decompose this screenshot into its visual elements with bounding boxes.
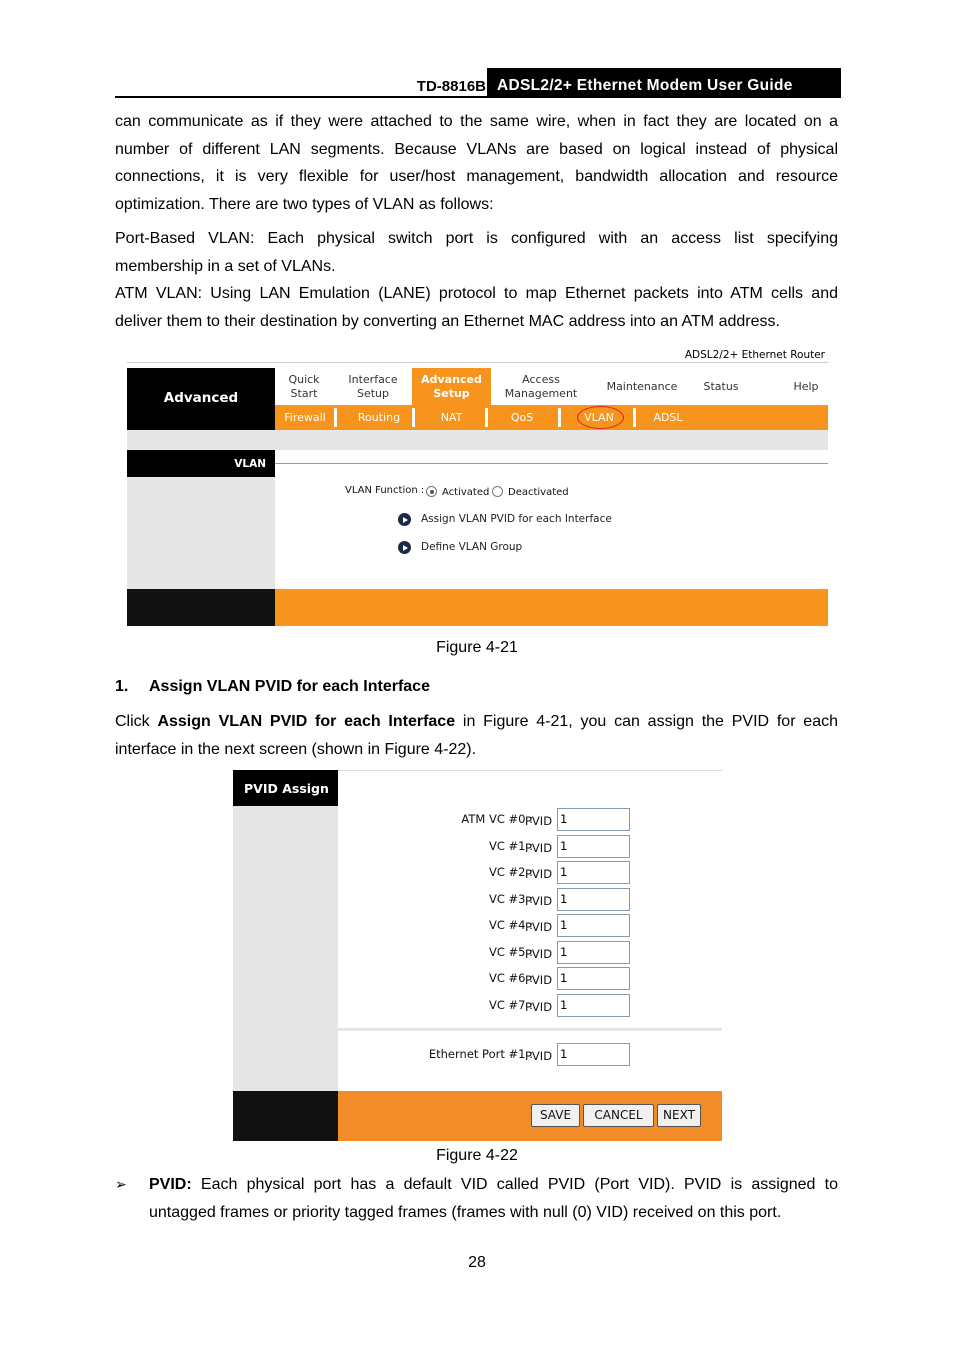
pvid-label: PVID	[525, 947, 553, 961]
page-header	[115, 68, 841, 98]
text-line: optimization. There are two types of VLAN as follows:	[115, 195, 494, 213]
pvid-row	[338, 967, 722, 991]
page-number: 28	[468, 1254, 486, 1271]
left-panel	[233, 806, 338, 1091]
panel-title: VLAN	[127, 450, 275, 477]
radio-deactivated[interactable]	[492, 486, 503, 497]
text-line: PVID: Each physical port has a default VID called PVID (Port VID). PVID is assigned to	[149, 1176, 838, 1193]
menu-maintenance[interactable]: Maintenance	[606, 379, 678, 393]
pvid-row-label: VC #6 :	[488, 971, 533, 985]
section-title: Assign VLAN PVID for each Interface	[149, 678, 430, 695]
footer-bar	[275, 589, 828, 626]
cancel-button[interactable]: CANCEL	[583, 1104, 654, 1127]
pvid-row	[338, 835, 722, 859]
pvid-definition-text	[149, 1171, 838, 1226]
pvid-label: PVID	[525, 867, 553, 881]
pvid-row-label: VC #5 :	[488, 945, 533, 959]
panel-title: PVID Assign	[233, 770, 338, 806]
define-vlan-group-link[interactable]: Define VLAN Group	[421, 541, 523, 553]
divider	[338, 1028, 722, 1031]
submenu-nat[interactable]: NAT	[440, 411, 463, 424]
pvid-row-label: VC #7 :	[488, 998, 533, 1012]
submenu-adsl[interactable]: ADSL	[653, 411, 683, 424]
pvid-label: PVID	[525, 920, 553, 934]
section-heading	[115, 678, 430, 696]
menu-help[interactable]: Help	[793, 379, 819, 393]
pvid-row-label: VC #2 :	[488, 865, 533, 879]
pvid-label: PVID	[525, 841, 553, 855]
text-line: Click Assign VLAN PVID for each Interface in Figure 4-21, you can assign the PVID for each	[115, 713, 839, 730]
footer-left	[233, 1091, 338, 1141]
pvid-label: PVID	[525, 1049, 553, 1063]
router-brand: ADSL2/2+ Ethernet Router	[684, 349, 825, 361]
radio-deactivated-label: Deactivated	[508, 487, 569, 498]
assign-pvid-link[interactable]: Assign VLAN PVID for each Interface	[421, 513, 612, 525]
section-paragraph	[115, 708, 838, 763]
pvid-input[interactable]: 1	[557, 994, 630, 1017]
pvid-row	[338, 994, 722, 1018]
pvid-row-label: VC #4 :	[488, 918, 533, 932]
pvid-input[interactable]: 1	[557, 861, 630, 884]
text-line: untagged frames or priority tagged frames (frames with null (0) VID) received on this port.	[149, 1203, 782, 1221]
intro-paragraph	[115, 108, 838, 218]
divider	[127, 362, 828, 363]
submenu-qos[interactable]: QoS	[510, 411, 534, 424]
text-line: Port-Based VLAN: Each physical switch port is configured with an access list specifying	[115, 230, 838, 247]
atm-vlan-paragraph	[115, 280, 838, 335]
arrow-bullet-icon	[398, 513, 411, 526]
pvid-label: PVID	[525, 814, 553, 828]
header-model: TD-8816B	[416, 78, 486, 95]
text-line: can communicate as if they were attached to the same wire, when in fact they are located on a	[115, 113, 838, 130]
pvid-row-label: VC #1 :	[488, 839, 533, 853]
figure-vlan-screen	[127, 344, 828, 626]
menu-status[interactable]: Status	[703, 379, 739, 393]
divider	[633, 408, 636, 427]
sub-menu	[275, 405, 828, 430]
submenu-routing[interactable]: Routing	[357, 411, 401, 424]
pvid-row	[338, 861, 722, 885]
pvid-input[interactable]: 1	[557, 808, 630, 831]
highlight-ellipse	[577, 406, 624, 429]
pvid-label: PVID	[525, 894, 553, 908]
pvid-input[interactable]: 1	[557, 914, 630, 937]
radio-activated[interactable]	[426, 486, 437, 497]
text-line: deliver them to their destination by converting an Ethernet MAC address into an ATM address.	[115, 312, 780, 330]
figure-pvid-assign	[233, 770, 722, 1141]
pvid-row-label: ATM VC #0 :	[461, 812, 533, 826]
section-number: 1.	[115, 678, 129, 695]
text-line: ATM VLAN: Using LAN Emulation (LANE) protocol to map Ethernet packets into ATM cells and	[115, 285, 838, 302]
menu-advanced-setup[interactable]: Advanced Setup	[412, 368, 491, 405]
menu-quick-start[interactable]: Quick Start	[288, 372, 320, 400]
pvid-row	[338, 941, 722, 965]
pvid-row	[338, 914, 722, 938]
header-guide-title: ADSL2/2+ Ethernet Modem User Guide	[487, 68, 841, 98]
footer-left	[127, 589, 275, 626]
pvid-row	[338, 808, 722, 832]
figure-caption: Figure 4-22	[436, 1147, 518, 1164]
vlan-function-label: VLAN Function :	[345, 485, 425, 496]
text-line: membership in a set of VLANs.	[115, 257, 336, 275]
pvid-row-label: Ethernet Port #1 :	[428, 1047, 533, 1061]
pvid-input[interactable]: 1	[557, 888, 630, 911]
next-button[interactable]: NEXT	[657, 1104, 701, 1127]
bullet-arrow-icon: ➢	[115, 1176, 127, 1192]
text-line: number of different LAN segments. Because VLANs are based on logical instead of physical	[115, 140, 838, 158]
port-vlan-paragraph	[115, 225, 838, 280]
radio-activated-label: Activated	[442, 487, 490, 498]
text-line: interface in the next screen (shown in Figure 4-22).	[115, 740, 477, 758]
submenu-firewall[interactable]: Firewall	[284, 411, 326, 424]
text-line: connections, it is very flexible for user/host management, bandwidth allocation and resource	[115, 168, 838, 185]
menu-access-management[interactable]: Access Management	[504, 372, 578, 400]
pvid-row-label: VC #3 :	[488, 892, 533, 906]
divider	[275, 463, 828, 464]
divider	[558, 408, 561, 427]
pvid-input[interactable]: 1	[557, 1043, 630, 1066]
pvid-row	[338, 888, 722, 912]
pvid-input[interactable]: 1	[557, 835, 630, 858]
pvid-input[interactable]: 1	[557, 941, 630, 964]
divider	[338, 770, 722, 771]
menu-interface-setup[interactable]: Interface Setup	[348, 372, 398, 400]
figure-caption: Figure 4-21	[436, 639, 518, 656]
left-panel	[127, 477, 275, 589]
pvid-label: PVID	[525, 1000, 553, 1014]
pvid-label: PVID	[525, 973, 553, 987]
pvid-row-ethernet	[338, 1043, 722, 1067]
submenu-vlan[interactable]: VLAN	[584, 411, 614, 424]
grey-band	[127, 430, 828, 450]
section-label: Advanced	[127, 368, 275, 430]
main-menu	[275, 368, 828, 405]
pvid-input[interactable]: 1	[557, 967, 630, 990]
arrow-bullet-icon	[398, 541, 411, 554]
save-button[interactable]: SAVE	[531, 1104, 580, 1127]
